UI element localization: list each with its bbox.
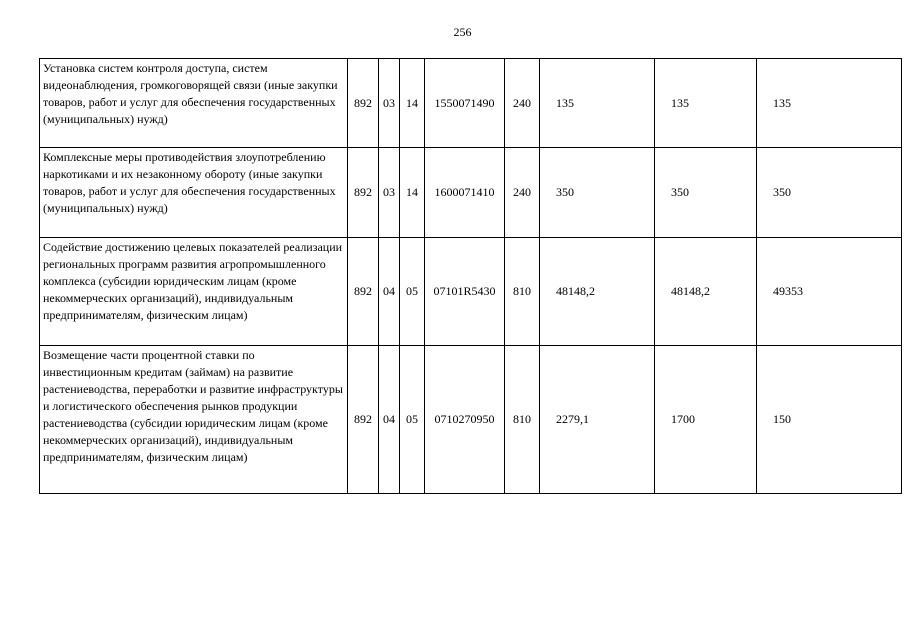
subsection-code: 14 xyxy=(400,59,425,148)
table-row xyxy=(40,346,902,494)
admin-code: 892 xyxy=(348,148,379,238)
amount-year-1: 2279,1 xyxy=(540,346,655,494)
admin-code: 892 xyxy=(348,346,379,494)
expense-type-code: 240 xyxy=(505,59,540,148)
subsection-code: 05 xyxy=(400,238,425,346)
section-code: 03 xyxy=(379,148,400,238)
expense-type-code: 240 xyxy=(505,148,540,238)
table-row xyxy=(40,148,902,238)
admin-code: 892 xyxy=(348,59,379,148)
amount-year-1: 48148,2 xyxy=(540,238,655,346)
row-description: Установка систем контроля доступа, систем видеонаблюдения, громкоговорящей связи (иные закупки товаров, работ и услуг для обеспечения государственных (муниципальных) нужд) xyxy=(40,59,348,148)
budget-table xyxy=(39,58,902,494)
expense-type-code: 810 xyxy=(505,346,540,494)
amount-year-1: 350 xyxy=(540,148,655,238)
table-row xyxy=(40,59,902,148)
table-row xyxy=(40,238,902,346)
article-code: 0710270950 xyxy=(425,346,505,494)
section-code: 04 xyxy=(379,346,400,494)
expense-type-code: 810 xyxy=(505,238,540,346)
admin-code: 892 xyxy=(348,238,379,346)
amount-year-2: 135 xyxy=(655,59,757,148)
amount-year-3: 135 xyxy=(757,59,902,148)
amount-year-3: 150 xyxy=(757,346,902,494)
row-description: Комплексные меры противодействия злоупотреблению наркотиками и их незаконному обороту (иные закупки товаров, работ и услуг для обеспечения государственных (муниципальных) нужд) xyxy=(40,148,348,238)
amount-year-2: 350 xyxy=(655,148,757,238)
amount-year-3: 49353 xyxy=(757,238,902,346)
article-code: 07101R5430 xyxy=(425,238,505,346)
row-description: Содействие достижению целевых показателей реализации региональных программ развития агропромышленного комплекса (субсидии юридическим лицам (кроме некоммерческих организаций), индивидуальным предпринимателям, физическим лицам) xyxy=(40,238,348,346)
section-code: 04 xyxy=(379,238,400,346)
amount-year-2: 48148,2 xyxy=(655,238,757,346)
amount-year-1: 135 xyxy=(540,59,655,148)
article-code: 1550071490 xyxy=(425,59,505,148)
subsection-code: 14 xyxy=(400,148,425,238)
row-description: Возмещение части процентной ставки по инвестиционным кредитам (займам) на развитие растениеводства, переработки и развитие инфраструктуры и логистического обеспечения рынков продукции растениеводства (субсидии юридическим лицам (кроме некоммерческих организаций), индивидуальным предпринимателям, физическим лицам) xyxy=(40,346,348,494)
article-code: 1600071410 xyxy=(425,148,505,238)
page-number: 256 xyxy=(453,25,472,39)
amount-year-2: 1700 xyxy=(655,346,757,494)
subsection-code: 05 xyxy=(400,346,425,494)
section-code: 03 xyxy=(379,59,400,148)
amount-year-3: 350 xyxy=(757,148,902,238)
